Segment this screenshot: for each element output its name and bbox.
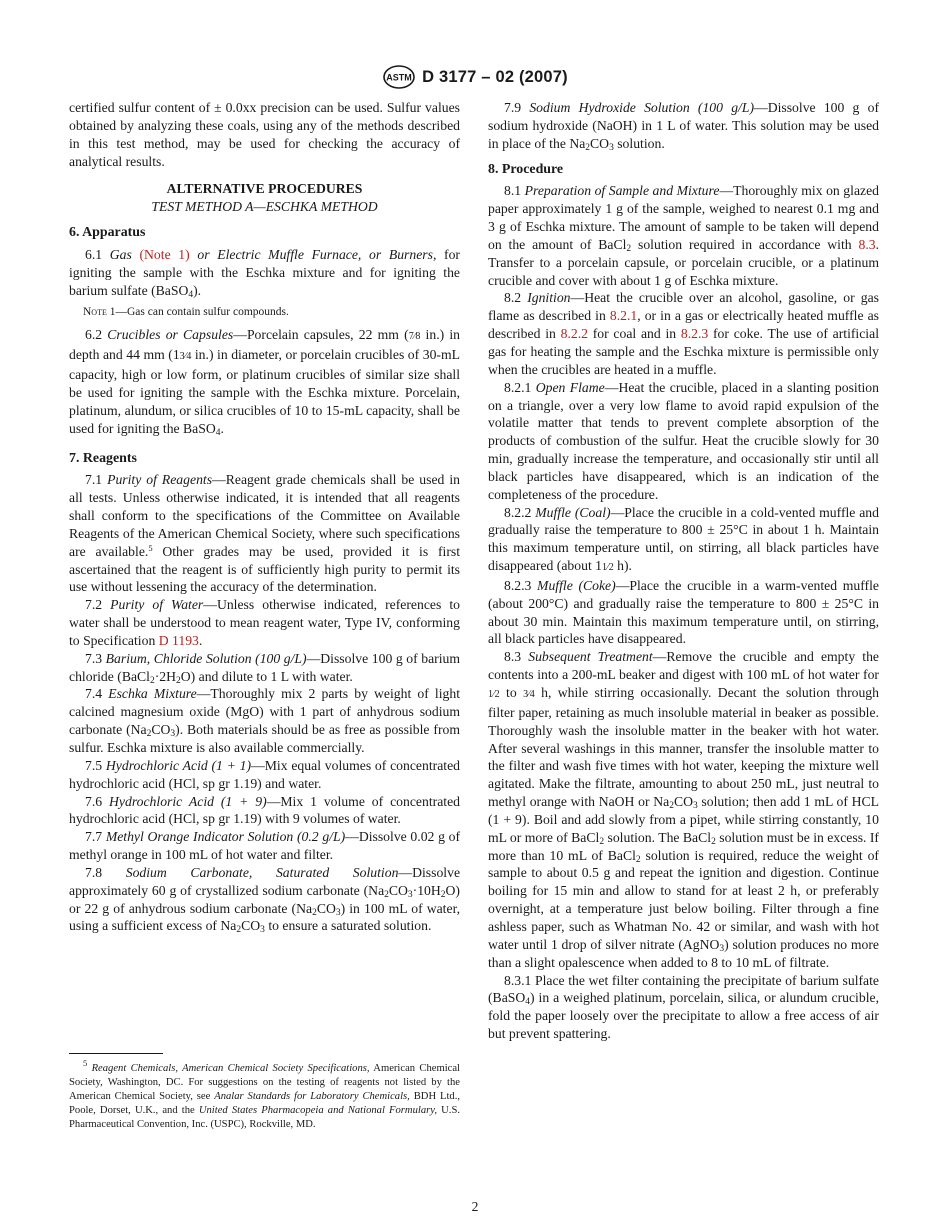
paragraph-6-1: 6.1 Gas (Note 1) or Electric Muffle Furnace, or Burners, for igniting the sample with the Eschka mixture and for igniting the barium sulfate (BaSO$_4$). (69, 246, 460, 300)
document-designation: D 3177 – 02 (2007) (422, 67, 568, 86)
paragraph-8-2-1: 8.2.1 Open Flame—Heat the crucible, placed in a slanting position on a triangle, over a very low flame to avoid rapid expulsion of the volatile matter that tends to prevent complete absorption of the products of combustion of the sulfur. Heat the crucible slowly for 30 min, gradually increase the temperature, and occasionally stir until all black particles have disappeared, which is an indication of the completeness of the procedure. (488, 379, 879, 502)
paragraph-7-3: 7.3 Barium, Chloride Solution (100 g/L)—Dissolve 100 g of barium chloride $(BaCl_2\cdot 2H_2O)$ and dilute to 1 L with water. (69, 650, 460, 686)
section-8-heading: 8. Procedure (488, 161, 564, 177)
paragraph-7-1: 7.1 Purity of Reagents—Reagent grade chemicals shall be used in all tests. Unless otherwise indicated, it is intended that all reagents shall conform to the specifications of the Committee on Available Reagents of the American Chemical Society, where such specifications are available.$^5$ Other grades may be used, provided it is first ascertained that the reagent is of sufficiently high purity to permit its use without lessening the accuracy of the determination. (69, 472, 461, 595)
left-column (69, 99, 460, 935)
footnote-5: $^5$ Reagent Chemicals, American Chemical Society Specifications, American Chemical Society, Washington, DC. For suggestions on the testing of reagents not listed by the American Chemical Society, see Analar Standards for Laboratory Chemicals, BDH Ltd., Poole, Dorset, U.K., and the United States Pharmacopeia and National Formulary, U.S. Pharmaceutical Convention, Inc. (USPC), Rockville, MD. (69, 1058, 460, 1131)
paragraph-7-8: 7.8 Sodium Carbonate, Saturated Solution—Dissolve approximately 60 g of crystallized sodium carbonate $(Na_2CO_3\cdot 10H_2O)$ or 22 g of anhydrous sodium carbonate $(Na_2CO_3)$ in 100 mL of water, using a sufficient excess of $Na_2CO_3$ to ensure a saturated solution. (69, 864, 461, 936)
d1193-link[interactable]: D 1193 (158, 632, 199, 648)
ref-8-2-1-link[interactable]: 8.2.1 (609, 308, 638, 324)
paragraph-8-3-1: 8.3.1 Place the wet filter containing the precipitate of barium sulfate (BaSO$_4$) in a weighed platinum, porcelain, silica, or alundum crucible, fold the paper loosely over the precipitate to allow a free access of air but prevent spattering. (488, 972, 880, 1042)
paragraph-6-2: 6.2 Crucibles or Capsules—Porcelain capsules, 22 mm (7⁄8 in.) in depth and 44 mm (13⁄4 in.) in diameter, or porcelain crucibles of 30-mL capacity, high or low form, or platinum crucibles of similar size shall be used for igniting the sample with the Eschka mixture. Porcelain, platinum, alundum, or silica crucibles of 10 to 15-mL capacity, shall be used for igniting the BaSO$_4$. (69, 327, 461, 438)
paragraph-7-7: 7.7 Methyl Orange Indicator Solution (0.2 g/L)—Dissolve 0.02 g of methyl orange in 100 mL of hot water and filter. (69, 829, 461, 863)
svg-text:ASTM: ASTM (386, 72, 412, 83)
section-7-heading: 7. Reagents (69, 450, 137, 466)
paragraph-8-2: 8.2 Ignition—Heat the crucible over an alcohol, gasoline, or gas flame as described in 8.2.1, or in a gas or electrically heated muffle as described in 8.2.2 for coal and in 8.2.3 for coke. The use of artificial gas for heating the sample and the Eschka mixture is permissible only when the crucibles are heated in a muffle. (488, 290, 880, 377)
ref-8-2-2-link[interactable]: 8.2.2 (560, 326, 588, 342)
right-column (488, 99, 879, 1043)
footnote-divider (69, 1053, 163, 1054)
paragraph-8-2-3: 8.2.3 Muffle (Coke)—Place the crucible in a warm-vented muffle (about 200°C) and gradually raise the temperature to 800 ± 25°C in about 30 min. Maintain this maximum temperature until, on stirring, all black particles have disappeared. (488, 577, 879, 647)
test-method-a-heading: TEST METHOD A—ESCHKA METHOD (151, 199, 378, 215)
page-header (0, 62, 950, 92)
paragraph-8-3: 8.3 Subsequent Treatment—Remove the crucible and empty the contents into a 200-mL beaker and digest with 100 mL of hot water for 1⁄2 to 3⁄4 h, while stirring occasionally. Decant the solution through filter paper, retaining as much insoluble material in beaker as possible. Thoroughly wash the insoluble matter in the beaker with hot water. After several washings in this manner, transfer the insoluble matter to the filter and wash five times with hot water, keeping the mixture well agitated. Make the filtrate, amounting to about 250 mL, just neutral to methyl orange with NaOH or $Na_2CO_3$ solution; then add 1 mL of HCL (1 + 9). Boil and add slowly from a pipet, while stirring constantly, 10 mL or more of BaCl$_2$ solution. The BaCl$_2$ solution must be in excess. If more than 10 mL of BaCl$_2$ solution is required, reduce the weight of sample to about 0.5 g and repeat the ignition and digestion. Continue boiling for 15 min and allow to stand for at least 2 h, or preferably overnight, at a temperature just below boiling. Filter through a fine ashless paper, such as Whatman No. 42 or similar, and wash with hot water until 1 drop of silver nitrate (AgNO$_3$) solution produces no more than a slight opalescence when added to 8 to 10 mL of filtrate. (488, 649, 879, 970)
paragraph-8-1: 8.1 Preparation of Sample and Mixture—Thoroughly mix on glazed paper approximately 1 g of the sample, weighed to nearest 0.1 mg and 3 g of Eschka mixture. The amount of sample to be taken will depend on the amount of BaCl$_2$ solution required in accordance with 8.3. Transfer to a porcelain capsule, or porcelain crucible, or a platinum crucible and cover with about 1 g of Eschka mixture. (488, 183, 880, 288)
paragraph-7-9: 7.9 Sodium Hydroxide Solution (100 g/L)—Dissolve 100 g of sodium hydroxide (NaOH) in 1 L of water. This solution may be used in place of the $Na_2CO_3$ solution. (488, 100, 880, 153)
note-1: Note 1—Gas can contain sulfur compounds. (83, 306, 289, 319)
section-6-heading: 6. Apparatus (69, 225, 146, 241)
ref-8-3-link[interactable]: 8.3 (858, 236, 876, 252)
footnote-5-ref: 5 (148, 542, 153, 553)
page-number: 2 (471, 1199, 479, 1214)
paragraph-7-5: 7.5 Hydrochloric Acid (1 + 1)—Mix equal volumes of concentrated hydrochloric acid (HCl, sp gr 1.19) and water. (69, 757, 460, 791)
paragraph-7-4: 7.4 Eschka Mixture—Thoroughly mix 2 parts by weight of light calcined magnesium oxide (MgO) with 1 part of anhydrous sodium carbonate $(Na_2CO_3)$. Both materials should be as free as possible from sulfur. Eschka mixture is also available commercially. (69, 686, 461, 755)
astm-logo-icon (382, 65, 416, 89)
alternative-procedures-heading: ALTERNATIVE PROCEDURES (166, 181, 363, 197)
paragraph-8-2-2: 8.2.2 Muffle (Coal)—Place the crucible in a cold-vented muffle and gradually raise the temperature to 800 ± 25°C in about 1 h. Maintain this maximum temperature until, on stirring, all black particles have disappeared (about 11⁄2 h). (488, 504, 879, 574)
paragraph-7-6: 7.6 Hydrochloric Acid (1 + 9)—Mix 1 volume of concentrated hydrochloric acid (HCl, sp gr 1.19) with 9 volumes of water. (69, 793, 460, 827)
paragraph-7-2: 7.2 Purity of Water—Unless otherwise indicated, references to water shall be understood to mean reagent water, Type IV, conforming to Specification D 1193. (69, 597, 460, 648)
ref-8-2-3-link[interactable]: 8.2.3 (680, 326, 709, 342)
continued-paragraph: certified sulfur content of ± 0.0xx precision can be used. Sulfur values obtained by analyzing these coals, using any of the methods described in this test method, may be used for checking the accuracy of analytical results. (69, 100, 460, 169)
note-1-link[interactable]: (Note 1) (139, 246, 190, 262)
